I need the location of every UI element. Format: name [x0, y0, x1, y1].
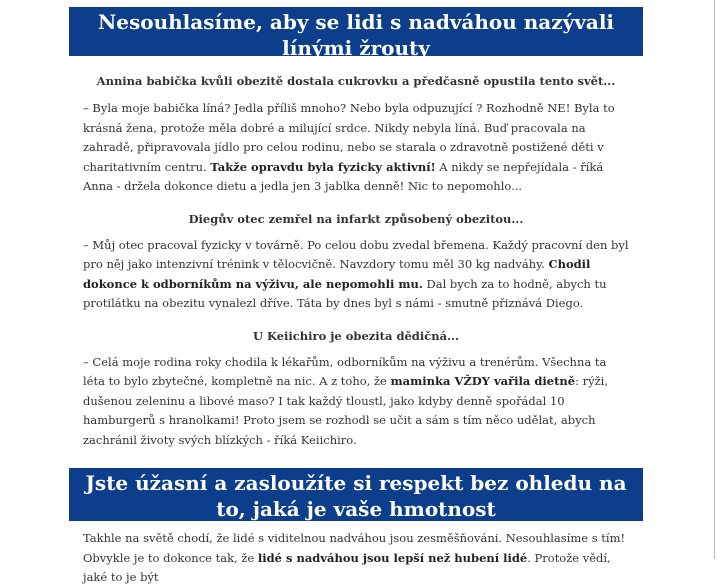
banner-2-title: Jste úžasní a zasloužíte si respekt bez ohledu na to, jaká je vaše hmotnost — [85, 471, 627, 521]
story-3-subheading: U Keiichiro je obezita dědičná... — [252, 328, 460, 343]
page-edge — [714, 0, 715, 559]
story-3-text: – Celá moje rodina roky chodila k lékařům, odborníkům na výživu a trenérům. Všechna ta léta to bylo zbytečné, kompletně na nic. A z toho, že — [83, 354, 607, 388]
intro-text: Takhle na světě chodí, že lidé s viditelnou nadváhou jsou zesměšňováni. Nesouhlasíme s tím! Obvykle je to dokonce tak, že — [83, 531, 626, 565]
story-3-text-end: : rýži, dušenou zeleninu a libové maso? I tak každý tloustl, jako kdyby denně spořádal 10 hamburgerů s hranolkami! Proto jsem se rozhodl se učit a sám s tím něco udělat, abych zachránil životy svých blízkých - říká Keiichiro. — [83, 374, 608, 447]
story-2-text: – Můj otec pracoval fyzicky v továrně. Po celou dobu zvedal břemena. Každý pracovní den byl pro něj jako intenzivní trénink v tělocvičně. Navzdory tomu měl 30 kg nadváhy. — [83, 237, 629, 271]
story-1-text-end: A nikdy se nepřejídala - říká Anna - držela dokonce dietu a jedla jen 3 jablka denně! Nic to nepomohlo... — [83, 159, 604, 193]
intro-emphasis: lidé s nadváhou jsou lepší než hubení lidé — [257, 550, 528, 565]
story-2-emphasis: Chodil dokonce k odborníkům na výživu, ale nepomohli mu. — [83, 257, 591, 291]
story-1-emphasis: Takže opravdu byla fyzicky aktivní! — [210, 159, 436, 174]
story-2-text-end: Dal bych za to hodně, abych tu protilátku na obezitu vynalezl dříve. Táta by dnes byl s námi - smutně přiznává Diego. — [83, 276, 607, 310]
story-1-subheading: Annina babička kvůli obezitě dostala cukrovku a předčasně opustila tento svět... — [96, 74, 616, 88]
banner-1-title: Nesouhlasíme, aby se lidi s nadváhou nazývali línými žrouty — [97, 10, 615, 60]
story-3-paragraph — [69, 353, 643, 451]
intro-text-end: . Protože vědí, jaké to je být — [83, 550, 611, 584]
article — [69, 0, 643, 584]
story-2-subheading: Diegův otec zemřel na infarkt způsobený obezitou... — [188, 211, 524, 226]
intro-paragraph — [69, 529, 643, 588]
story-1-paragraph — [69, 99, 643, 197]
story-2-paragraph — [69, 236, 643, 314]
section-banner-2 — [69, 468, 643, 521]
story-3-emphasis: maminka VŽDY vařila dietně — [390, 374, 576, 388]
story-1-text: – Byla moje babička líná? Jedla příliš mnoho? Nebo byla odpuzující ? Rozhodně NE! Byla to krásná žena, protože měla dobré a milující srdce. Nikdy nebyla líná. Buď pracovala na zahradě, připravovala jídlo pro celou rodinu, nebo se starala o zdravotně postižené děti v charitativním centru. — [83, 101, 615, 174]
section-banner-1 — [69, 7, 643, 60]
